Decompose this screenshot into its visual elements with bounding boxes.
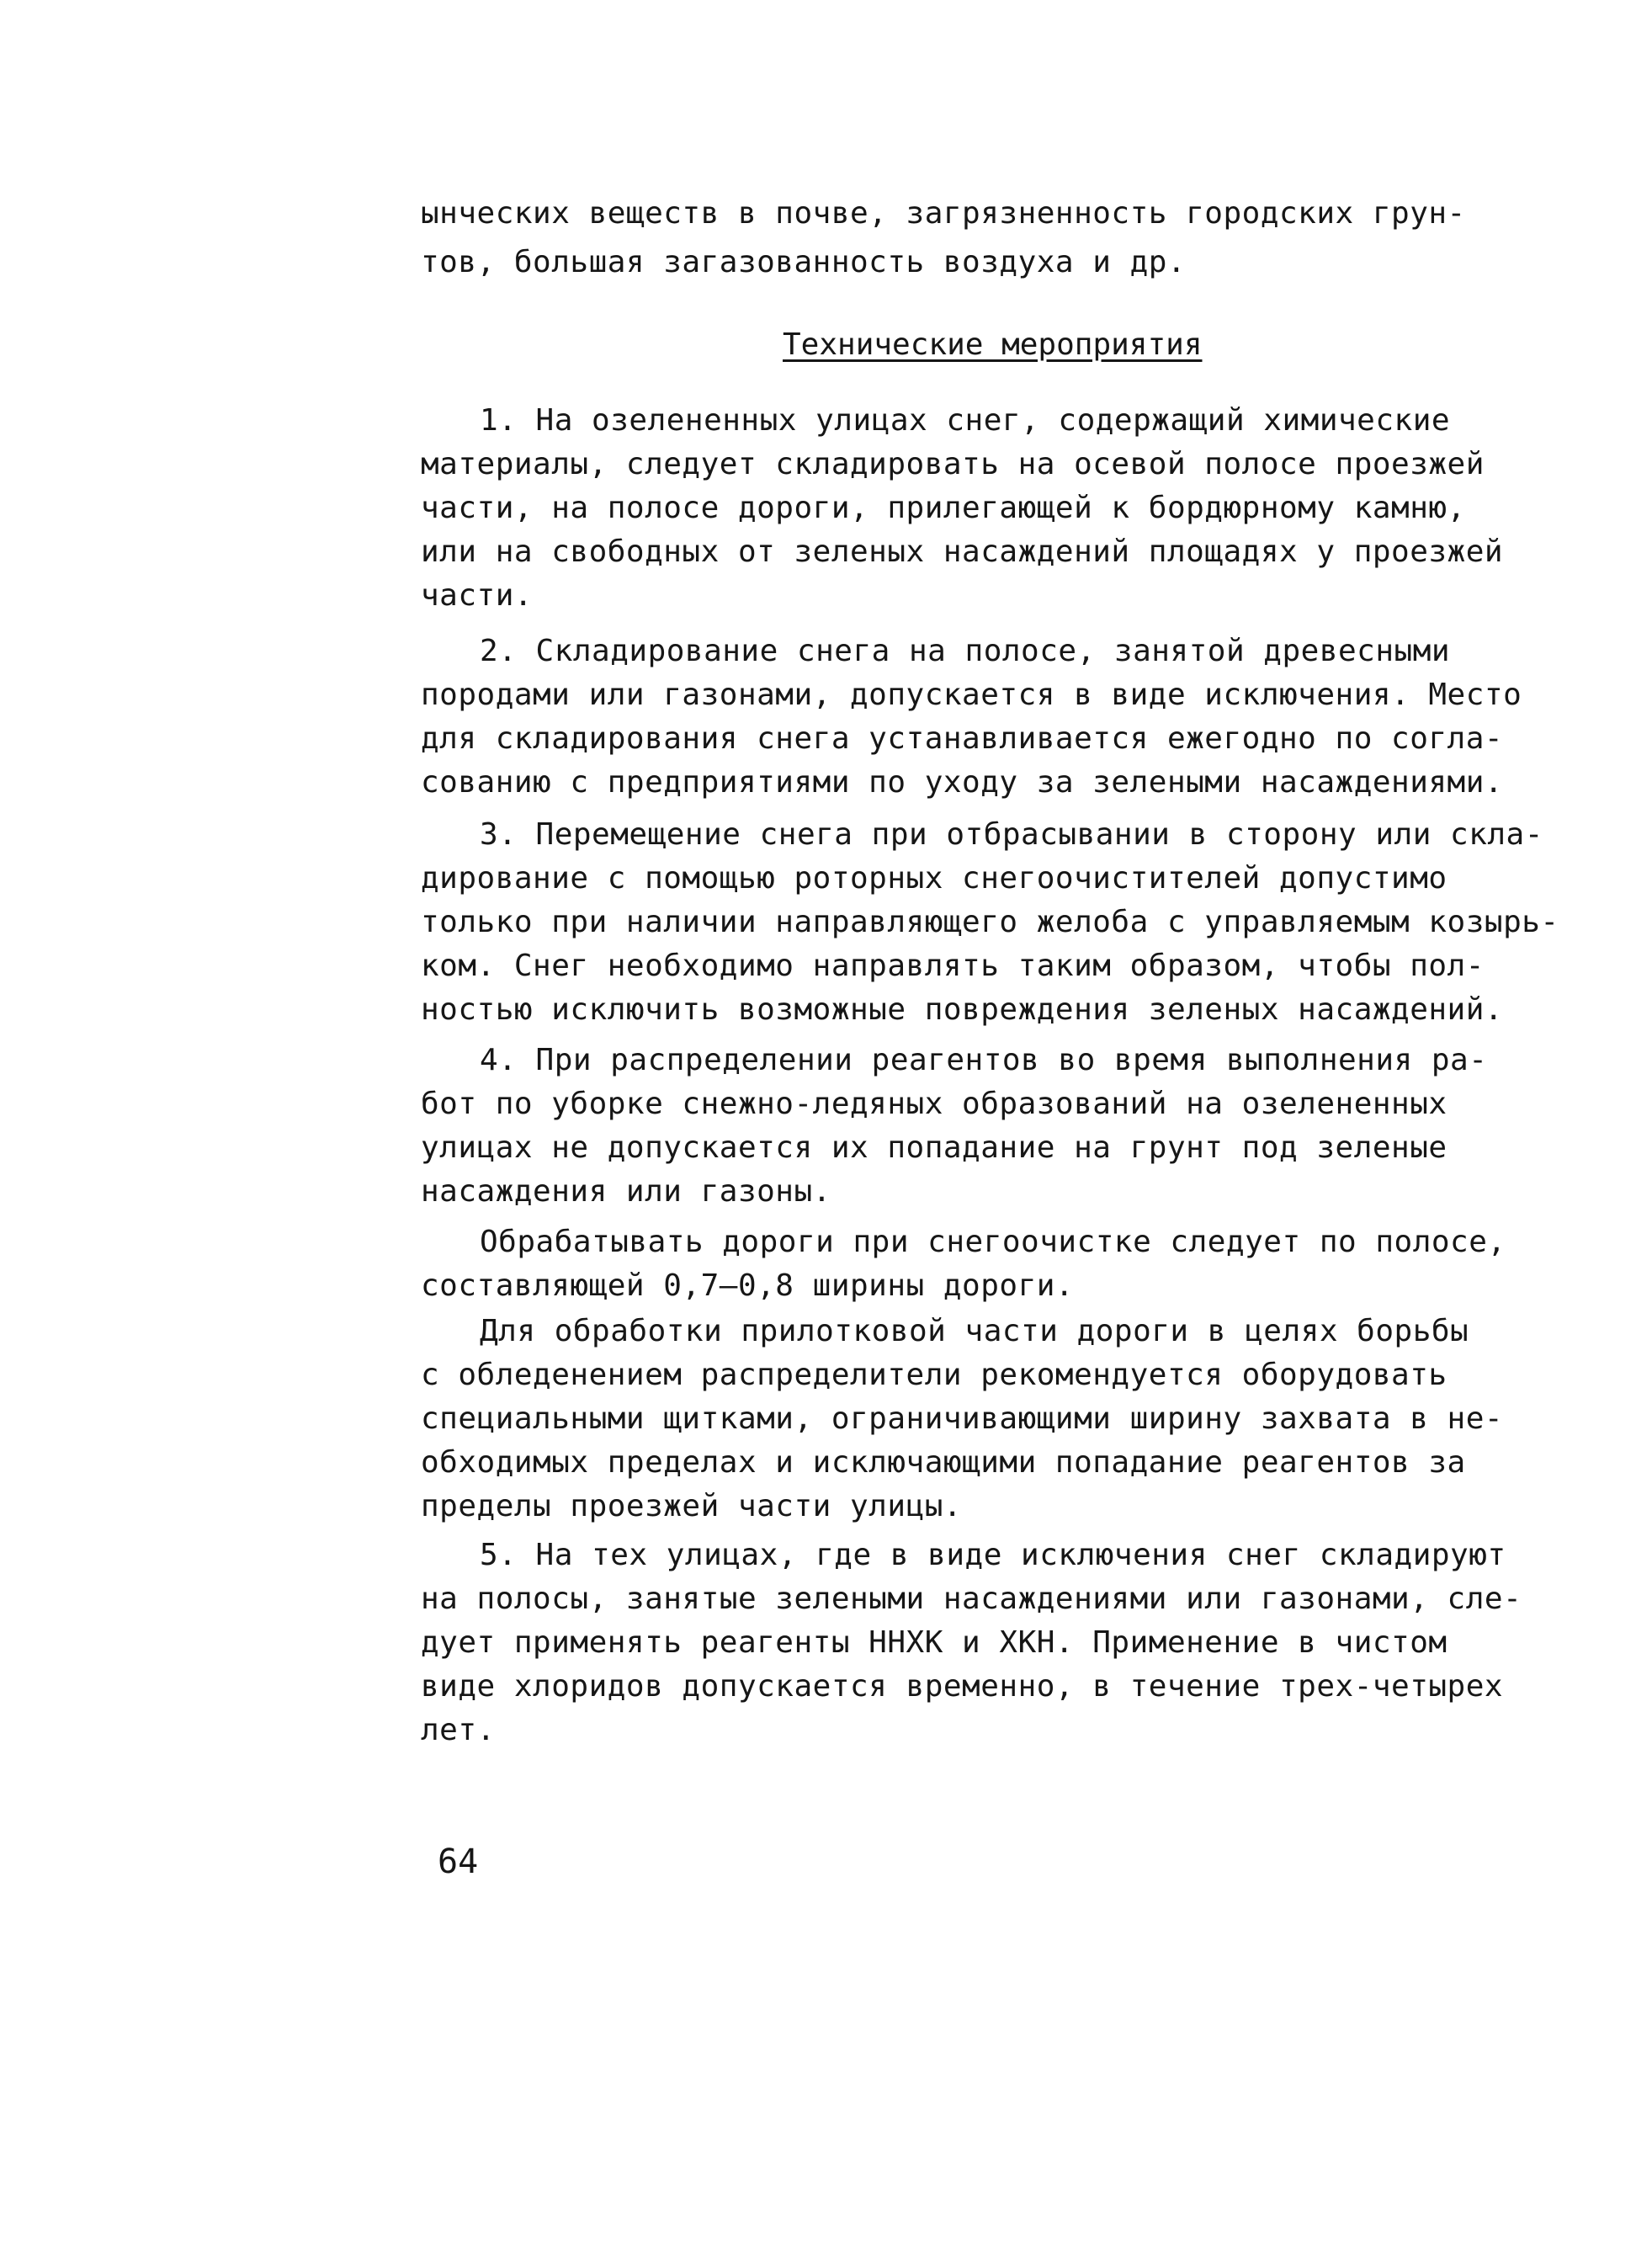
text-line: обходимых пределах и исключающими попадание реагентов за [421, 1445, 1466, 1480]
text-line: лет. [421, 1713, 496, 1747]
text-line: бот по уборке снежно-ледяных образований на озелененных [421, 1087, 1447, 1121]
text-line: 3. Перемещение снега при отбрасывании в сторону или скла- [480, 817, 1543, 852]
text-line: 2. Складирование снега на полосе, занятой древесными [480, 634, 1451, 668]
text-line: виде хлоридов допускается временно, в течение трех-четырех [421, 1669, 1504, 1704]
text-line: пределы проезжей части улицы. [421, 1489, 963, 1523]
text-line: ынческих веществ в почве, загрязненность городских грун- [421, 196, 1466, 231]
text-line: 1. На озелененных улицах снег, содержащий химические [480, 403, 1451, 438]
text-line: улицах не допускается их попадание на грунт под зеленые [421, 1130, 1447, 1165]
text-line: 5. На тех улицах, где в виде исключения снег складируют [480, 1538, 1506, 1572]
text-line: части, на полосе дороги, прилегающей к бордюрному камню, [421, 491, 1466, 525]
text-line: Для обработки прилотковой части дороги в целях борьбы [480, 1314, 1469, 1348]
text-line: дирование с помощью роторных снегоочистителей допустимо [421, 861, 1447, 896]
text-line: на полосы, занятые зелеными насаждениями или газонами, сле- [421, 1582, 1522, 1616]
page-number: 64 [438, 1842, 479, 1881]
section-heading: Технические мероприятия [783, 327, 1203, 362]
text-line: только при наличии направляющего желоба с управляемым козырь- [421, 905, 1559, 939]
text-line: дует применять реагенты ННХК и ХКН. Применение в чистом [421, 1625, 1447, 1660]
text-line: составляющей 0,7–0,8 ширины дороги. [421, 1268, 1075, 1303]
text-line: сованию с предприятиями по уходу за зелеными насаждениями. [421, 765, 1504, 800]
text-line: тов, большая загазованность воздуха и др. [421, 245, 1187, 279]
text-line: или на свободных от зеленых насаждений площадях у проезжей [421, 534, 1504, 569]
text-line: 4. При распределении реагентов во время выполнения ра- [480, 1043, 1488, 1077]
text-line: ностью исключить возможные повреждения зеленых насаждений. [421, 992, 1504, 1027]
text-line: с обледенением распределители рекомендуется оборудовать [421, 1358, 1447, 1392]
text-line: части. [421, 578, 534, 613]
text-line: насаждения или газоны. [421, 1174, 831, 1209]
text-line: породами или газонами, допускается в виде исключения. Место [421, 678, 1522, 712]
text-line: ком. Снег необходимо направлять таким образом, чтобы пол- [421, 949, 1485, 983]
text-line: для складирования снега устанавливается ежегодно по согла- [421, 721, 1504, 756]
text-line: материалы, следует складировать на осевой полосе проезжей [421, 447, 1485, 481]
text-line: специальными щитками, ограничивающими ширину захвата в не- [421, 1401, 1504, 1436]
text-line: Обрабатывать дороги при снегоочистке следует по полосе, [480, 1225, 1506, 1259]
